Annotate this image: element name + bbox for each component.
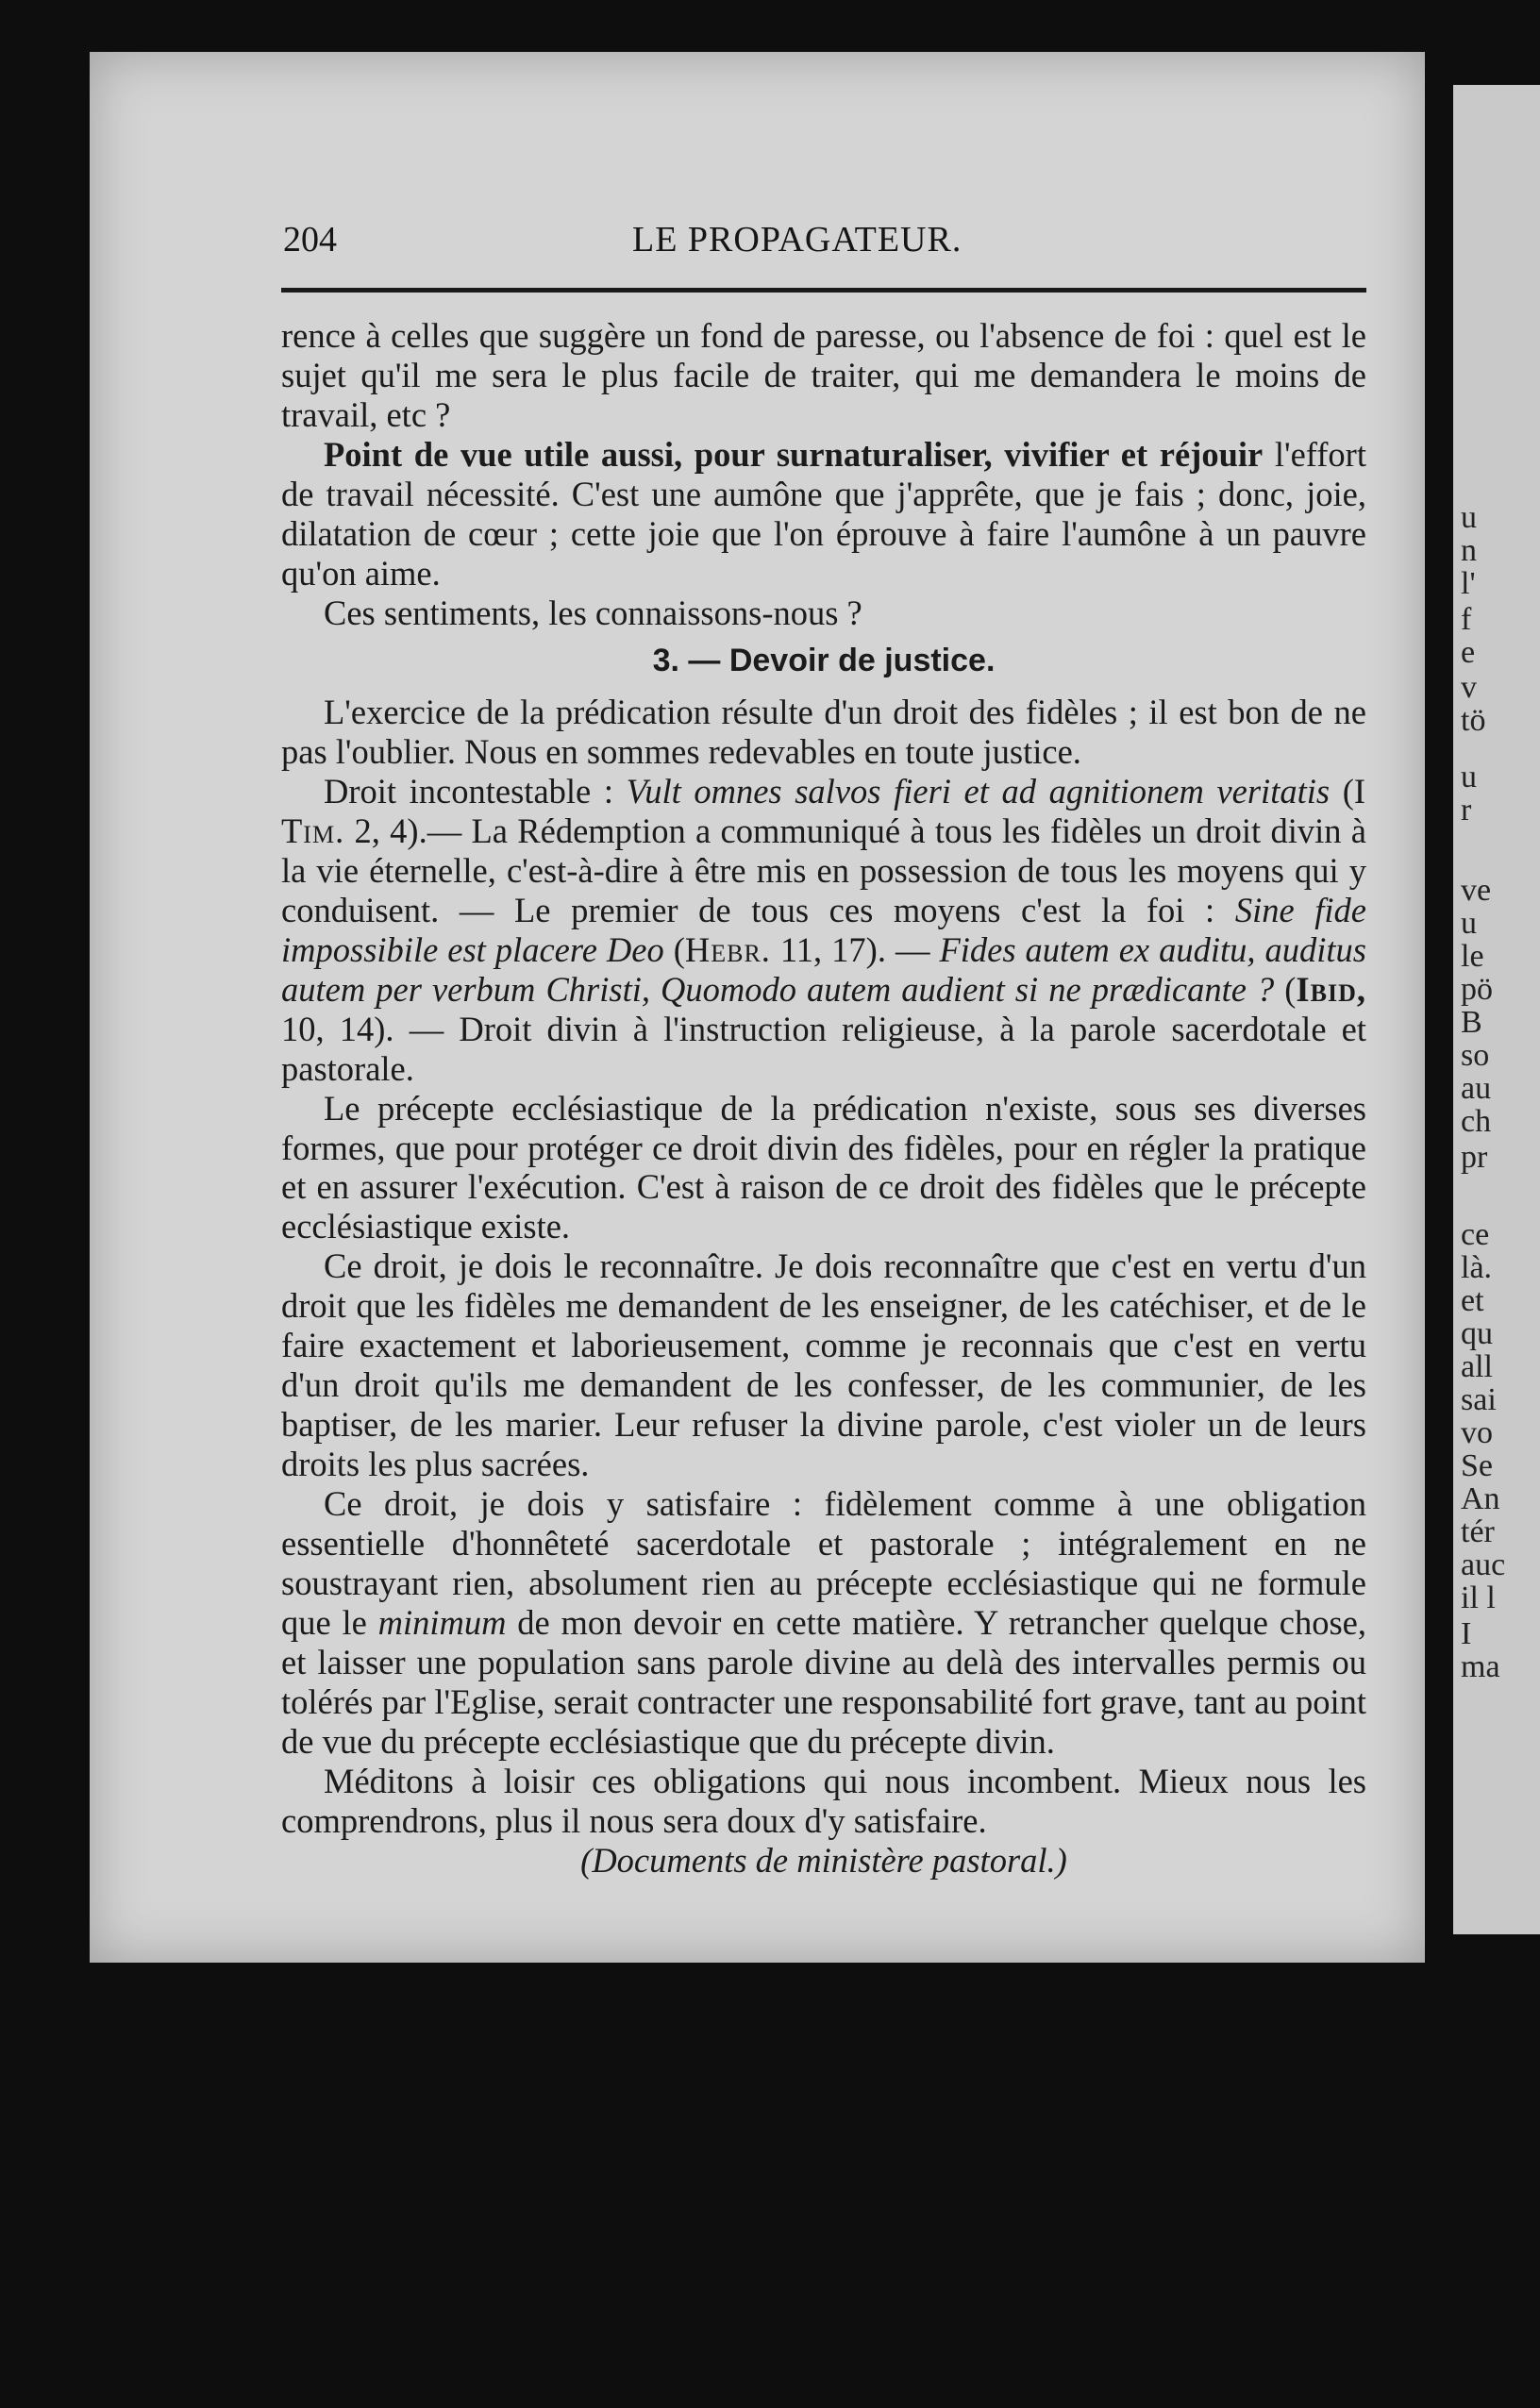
paragraph-1: rence à celles que suggère un fond de paresse, ou l'absence de foi : quel est le sujet qu'il me sera le plus facile de traiter, qui me demandera le moins de travail, etc ? bbox=[281, 316, 1366, 434]
adjacent-page-fragment: Se bbox=[1461, 1448, 1493, 1483]
adjacent-page-fragment: ma bbox=[1461, 1649, 1500, 1684]
adjacent-page-fragment: e bbox=[1461, 635, 1476, 670]
source-citation: (Documents de ministère pastoral.) bbox=[580, 1840, 1067, 1880]
adjacent-page-fragment: là. bbox=[1461, 1250, 1493, 1285]
latin-quote-1: Vult omnes salvos fieri et ad agnitionem veritatis bbox=[626, 771, 1331, 811]
p8-text-a: Ce droit, je dois y satisfaire : fidèlement comme à une obligation essentielle d'honnêteté sacerdotale et pastorale ; intégralement en ne soustrayant rien, absolument rien au précepte ecclésiastique qui ne formule que le bbox=[281, 1484, 1366, 1643]
page-number: 204 bbox=[283, 220, 337, 259]
latin-quote-2: Sine fide impossibile est placere Deo bbox=[281, 890, 1366, 969]
p5-ref2-open: ( bbox=[663, 929, 685, 969]
paragraph-7: Ce droit, je dois le reconnaître. Je dois reconnaître que c'est en vertu d'un droit que les fidèles me demandent de les enseigner, de les catéchiser, et de le faire exactement et laborieusement, comme je reconnais que c'est en vertu d'un droit qu'ils me demandent de les confesser, de les communier, de les baptiser, de les marier. Leur refuser la divine parole, c'est violer un de leurs droits les plus sacrées. bbox=[281, 1246, 1366, 1484]
paragraph-8 bbox=[281, 1484, 1366, 1762]
running-header bbox=[283, 219, 1368, 266]
adjacent-page-fragment: le bbox=[1461, 939, 1484, 974]
p8-emphasis: minimum bbox=[377, 1603, 507, 1643]
adjacent-page-fragment: sai bbox=[1461, 1382, 1497, 1417]
paragraph-2-lead: Point de vue utile aussi, pour surnaturaliser, vivifier et réjouir bbox=[324, 434, 1264, 474]
p5-text-b: — La Rédemption a communiqué à tous les fidèles un droit divin à la vie éternelle, c'est-à-dire à être mis en possession de tous les moyens qui y conduisent. — Le premier de tous ces moyens c'est la foi : bbox=[281, 811, 1366, 929]
latin-quote-3: Fides autem ex auditu, auditus autem per verbum Christi, Quomodo autem audient si ne prædicante ? bbox=[281, 929, 1366, 1009]
paragraph-3: Ces sentiments, les connaissons-nous ? bbox=[324, 593, 862, 632]
paragraph-9: Méditons à loisir ces obligations qui nous incombent. Mieux nous les comprendrons, plus il nous sera doux d'y satisfaire. bbox=[281, 1762, 1366, 1840]
paragraph-4: L'exercice de la prédication résulte d'un droit des fidèles ; il est bon de ne pas l'oublier. Nous en sommes redevables en toute justice. bbox=[281, 692, 1366, 771]
adjacent-page-fragment: u bbox=[1461, 760, 1477, 794]
p5-ref3-open: ( bbox=[1274, 969, 1297, 1009]
p5-ref1-open: ( bbox=[1330, 771, 1354, 811]
adjacent-page-fragment: au bbox=[1461, 1071, 1492, 1106]
adjacent-page-fragment: pö bbox=[1461, 972, 1493, 1007]
section-heading: 3. — Devoir de justice. bbox=[652, 642, 996, 678]
adjacent-page-fragment: r bbox=[1461, 793, 1472, 828]
adjacent-page-fragment: ce bbox=[1461, 1217, 1490, 1252]
adjacent-page-fragment: v bbox=[1461, 670, 1477, 705]
paragraph-5 bbox=[281, 772, 1366, 1089]
paragraph-6: Le précepte ecclésiastique de la prédication n'existe, sous ses diverses formes, que pour protéger ce droit divin des fidèles, pour en régler la pratique et en assurer l'exécution. C'est à raison de ce droit des fidèles que le précepte ecclésiastique existe. bbox=[281, 1088, 1366, 1246]
adjacent-page-fragment: f bbox=[1461, 602, 1472, 637]
adjacent-page-fragment: et bbox=[1461, 1283, 1484, 1318]
adjacent-page-fragment: tér bbox=[1461, 1514, 1495, 1549]
adjacent-page-fragment: u bbox=[1461, 500, 1477, 535]
adjacent-page-fragment: qu bbox=[1461, 1316, 1493, 1351]
p5-ref1-num: 2, 4). bbox=[344, 811, 427, 850]
adjacent-page-fragment: all bbox=[1461, 1349, 1493, 1384]
scripture-ref-3: Ibid, bbox=[1296, 969, 1366, 1009]
p5-text-a: Droit incontestable : bbox=[324, 771, 627, 811]
p5-ref2-num: 11, 17). — bbox=[770, 929, 940, 969]
adjacent-page-fragment: vo bbox=[1461, 1415, 1493, 1450]
adjacent-page-fragment: tö bbox=[1461, 703, 1486, 738]
adjacent-page-fragment: ch bbox=[1461, 1104, 1492, 1139]
scripture-ref-2: Hebr. bbox=[684, 929, 771, 969]
p5-ref3-num: 10, 14). bbox=[281, 1009, 394, 1048]
adjacent-page-fragment: auc bbox=[1461, 1547, 1506, 1582]
p5-text-c: — Droit divin à l'instruction religieuse, à la parole sacerdotale et pastorale. bbox=[281, 1009, 1367, 1088]
adjacent-page-fragment: pr bbox=[1461, 1140, 1488, 1175]
adjacent-page-fragment: I bbox=[1461, 1616, 1472, 1651]
scripture-ref-1: I Tim. bbox=[281, 771, 1367, 850]
article-body bbox=[281, 316, 1366, 1881]
adjacent-page-fragment: n bbox=[1461, 533, 1477, 568]
running-title: LE PROPAGATEUR. bbox=[632, 220, 962, 259]
paragraph-2 bbox=[281, 435, 1366, 594]
adjacent-page-fragment: il l bbox=[1461, 1580, 1496, 1615]
adjacent-page-fragment: l' bbox=[1461, 566, 1476, 601]
adjacent-page-edge bbox=[1453, 85, 1540, 1934]
paragraph-2-rest: l'effort de travail nécessité. C'est une aumône que j'apprête, que je fais ; donc, joie, dilatation de cœur ; cette joie que l'on éprouve à faire l'aumône à un pauvre qu'on aime. bbox=[281, 434, 1366, 593]
adjacent-page-fragment: u bbox=[1461, 906, 1477, 941]
header-rule bbox=[281, 288, 1366, 293]
adjacent-page-fragment: An bbox=[1461, 1481, 1500, 1516]
adjacent-page-fragment: ve bbox=[1461, 873, 1492, 908]
p8-text-b: de mon devoir en cette matière. Y retrancher quelque chose, et laisser une population sans parole divine au delà des intervalles permis ou tolérés par l'Eglise, serait contracter une responsabilité fort grave, tant au point de vue du précepte ecclésiastique que du précepte divin. bbox=[281, 1603, 1366, 1762]
adjacent-page-fragment: so bbox=[1461, 1038, 1490, 1073]
adjacent-page-fragment: B bbox=[1461, 1005, 1482, 1040]
